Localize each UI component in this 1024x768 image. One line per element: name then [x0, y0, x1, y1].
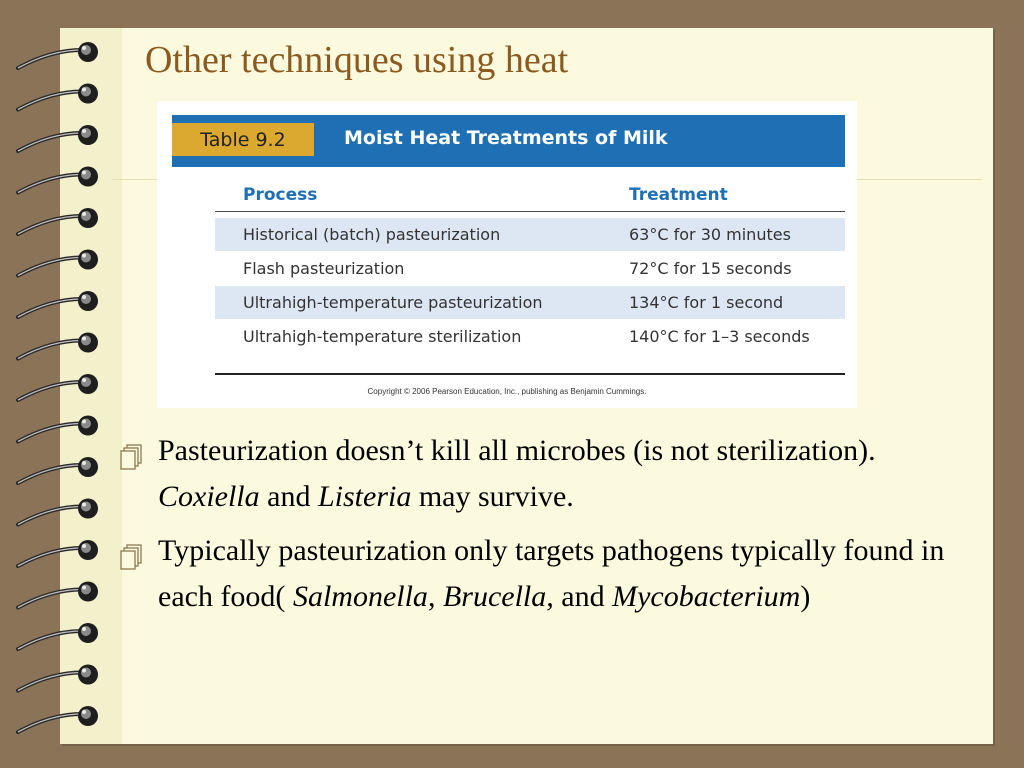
column-header-treatment: Treatment [629, 185, 728, 205]
table-row [215, 320, 845, 353]
table-row [215, 252, 845, 285]
bullet-text-part: Typically pasteurization only targets pathogens typically found in each food( [158, 534, 945, 613]
process-cell: Flash pasteurization [243, 259, 405, 278]
spiral-rings [0, 0, 110, 768]
organism-name: Brucella, [442, 580, 554, 613]
treatment-cell: 72°C for 15 seconds [629, 259, 792, 278]
spiral-ring [18, 291, 98, 317]
spiral-ring [18, 208, 98, 234]
organism-name: Salmonella [292, 580, 428, 613]
bullet-text-part: and [259, 480, 318, 513]
table-row [215, 286, 845, 319]
spiral-ring [18, 706, 98, 732]
spiral-ring [18, 167, 98, 193]
spiral-ring [18, 665, 98, 691]
table-bottom-rule [215, 373, 845, 375]
spiral-ring [18, 250, 98, 276]
table-caption: Moist Heat Treatments of Milk [344, 127, 668, 149]
file-stack-icon [118, 438, 146, 484]
process-cell: Historical (batch) pasteurization [243, 225, 501, 244]
table-number-tag: Table 9.2 [172, 123, 314, 156]
treatment-cell: 140°C for 1–3 seconds [629, 327, 810, 346]
bullet-item [118, 528, 983, 620]
spiral-ring [18, 84, 98, 110]
bullet-text-part: ) [800, 580, 811, 613]
column-header-process: Process [243, 185, 318, 205]
bullet-text-part: may survive. [411, 480, 574, 513]
header-divider [215, 211, 845, 212]
copyright-notice: Copyright © 2006 Pearson Education, Inc., publishing as Benjamin Cummings. [367, 387, 647, 396]
bullet-text [158, 434, 876, 513]
organism-name: Coxiella [158, 480, 260, 513]
organism-name: Mycobacterium [612, 580, 801, 613]
process-cell: Ultrahigh-temperature pasteurization [243, 293, 543, 312]
bullet-text [158, 534, 944, 613]
spiral-ring [18, 540, 98, 566]
treatment-cell: 63°C for 30 minutes [629, 225, 791, 244]
spiral-ring [18, 333, 98, 359]
bullet-item [118, 428, 983, 520]
bullet-text-part: Pasteurization doesn’t kill all microbes (is not sterilization). [158, 434, 876, 467]
organism-name: Listeria [317, 480, 412, 513]
spiral-ring [18, 42, 98, 68]
milk-treatment-table [157, 101, 857, 408]
spiral-ring [18, 582, 98, 608]
bullet-list [118, 428, 983, 628]
process-cell: Ultrahigh-temperature sterilization [243, 327, 522, 346]
table-row [215, 218, 845, 251]
bullet-text-part: and [553, 580, 613, 613]
spiral-ring [18, 499, 98, 525]
treatment-cell: 134°C for 1 second [629, 293, 784, 312]
spiral-ring [18, 623, 98, 649]
spiral-ring [18, 457, 98, 483]
file-stack-icon [118, 538, 146, 584]
spiral-ring [18, 125, 98, 151]
spiral-ring [18, 374, 98, 400]
spiral-ring [18, 416, 98, 442]
slide-title: Other techniques using heat [145, 39, 569, 81]
bullet-text-part: , [427, 580, 443, 613]
